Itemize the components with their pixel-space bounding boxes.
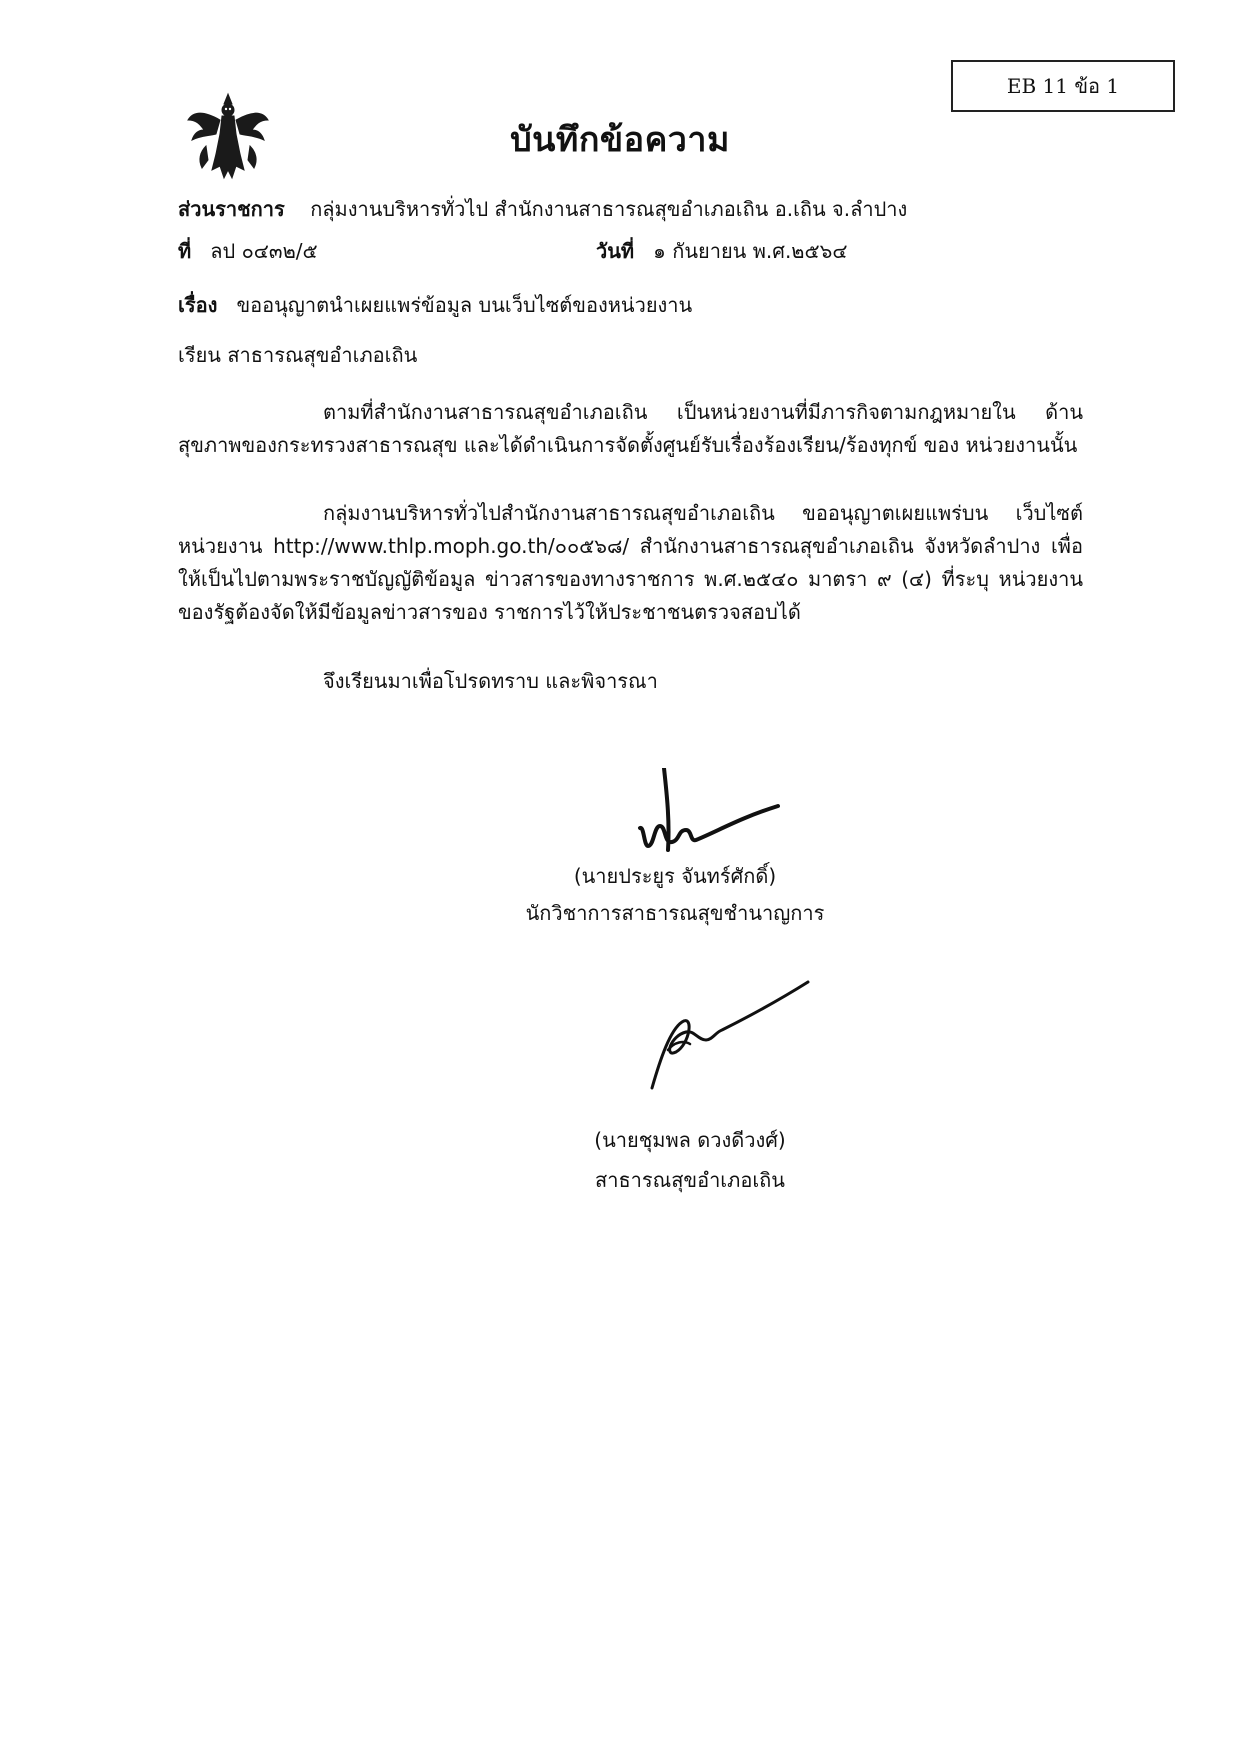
signature-2 [650, 980, 810, 1090]
reference-label: ที่ [178, 239, 192, 263]
agency-line [178, 193, 907, 225]
subject-line [178, 289, 692, 321]
subject-label: เรื่อง [178, 293, 218, 317]
signer-1-position: นักวิชาการสาธารณสุขชำนาญการ [525, 901, 825, 925]
paragraph-3-text: จึงเรียนมาเพื่อโปรดทราบ และพิจารณา [323, 669, 658, 693]
signature-1 [630, 768, 780, 858]
date-line [596, 235, 847, 267]
paragraph-2 [178, 497, 1083, 629]
signer-1-name: (นายประยูร จันทร์ศักดิ์) [573, 864, 777, 888]
reference-number: ลป ๐๔๓๒/๕ [210, 239, 318, 263]
reference-line [178, 235, 318, 267]
subject-value: ขออนุญาตนำเผยแพร่ข้อมูล บนเว็บไซต์ของหน่วยงาน [236, 293, 693, 317]
date-label: วันที่ [596, 239, 635, 263]
paragraph-2-text: กลุ่มงานบริหารทั่วไปสำนักงานสาธารณสุขอำเภอเถิน ขออนุญาตเผยแพร่บน เว็บไซต์หน่วยงาน http://www.thlp.moph.go.th/๐๐๕๖๘/ สำนักงานสาธารณสุขอำเภอเถิน จังหวัดลำปาง เพื่อให้เป็นไปตามพระราชบัญญัติข้อมูล ข่าวสารของทางราชการ พ.ศ.๒๕๔๐ มาตรา ๙ (๔) ที่ระบุ หน่วยงานของรัฐต้องจัดให้มีข้อมูลข่าวสารของ ราชการไว้ให้ประชาชนตรวจสอบได้ [178, 501, 1083, 624]
date-value: ๑ กันยายน พ.ศ.๒๕๖๔ [653, 239, 848, 263]
reference-box: EB 11 ข้อ 1 [951, 60, 1175, 112]
signer-2-position: สาธารณสุขอำเภอเถิน [595, 1168, 785, 1192]
agency-label: ส่วนราชการ [178, 197, 285, 221]
paragraph-1 [178, 396, 1083, 462]
page-title: บันทึกข้อความ [510, 120, 730, 160]
signer-2-name: (นายชุมพล ดวงดีวงศ์) [594, 1128, 786, 1152]
salutation: เรียน สาธารณสุขอำเภอเถิน [178, 343, 418, 367]
paragraph-3 [178, 665, 1083, 698]
agency-value: กลุ่มงานบริหารทั่วไป สำนักงานสาธารณสุขอำเภอเถิน อ.เถิน จ.ลำปาง [310, 197, 908, 221]
paragraph-1-text: ตามที่สำนักงานสาธารณสุขอำเภอเถิน เป็นหน่วยงานที่มีภารกิจตามกฎหมายใน ด้านสุขภาพของกระทรวงสาธารณสุข และได้ดำเนินการจัดตั้งศูนย์รับเรื่องร้องเรียน/ร้องทุกข์ ของ หน่วยงานนั้น [178, 400, 1083, 457]
